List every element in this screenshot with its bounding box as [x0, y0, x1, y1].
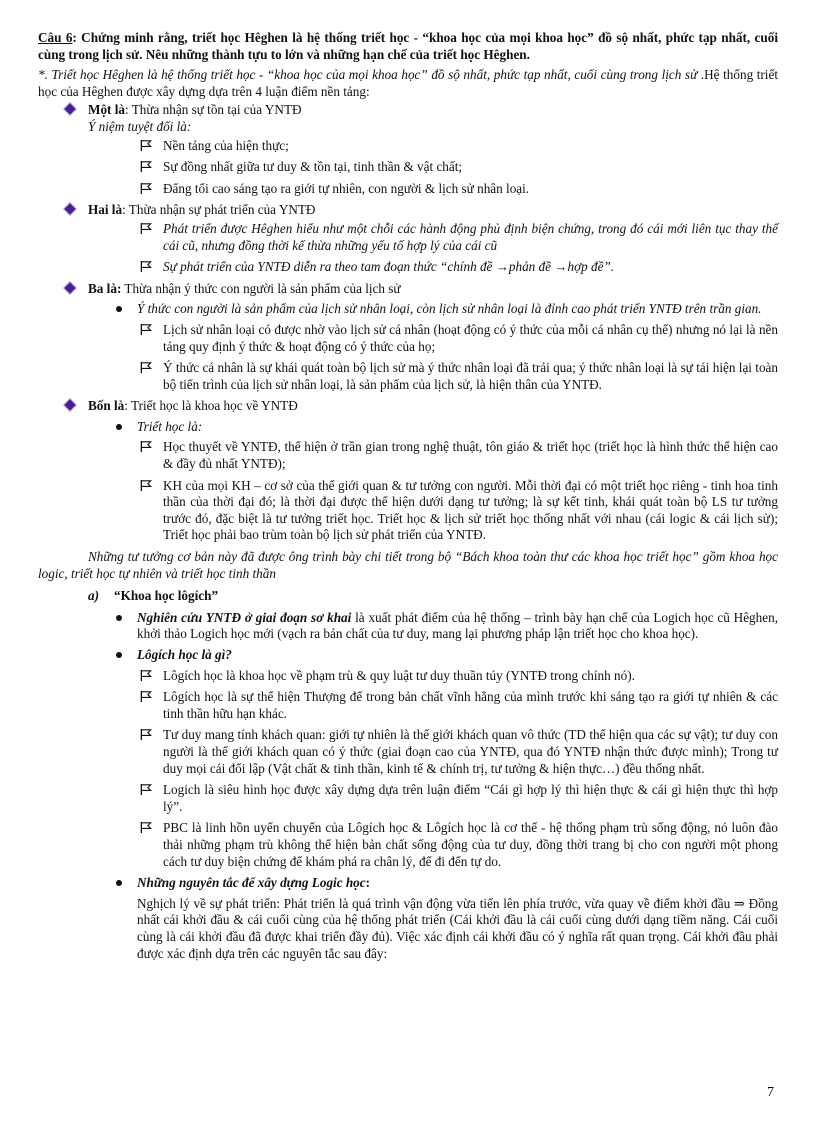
list-item: Nền tảng của hiện thực;: [163, 138, 778, 155]
list-item: Đẩng tối cao sáng tạo ra giới tự nhiên, con người & lịch sử nhân loại.: [163, 181, 778, 198]
section-one-title: Một là: [88, 102, 125, 118]
list-item: Tư duy mang tính khách quan: giới tự nhiên là thế giới khách quan vô thức (TD thể hiện qua các sự vật); tư duy con người là thế giới khách quan có ý thức (giai đoạn cao của YNTĐ, qua đó YNTĐ nhận thức được mình); Trong tư duy mọi cái đối lập (Vật chất & tinh thần, kinh tế & chính trị, tư tưởng & hiện thực…) đều thống nhất.: [163, 727, 778, 777]
question-text: : Chứng minh rằng, triết học Hêghen là hệ thống triết học - “khoa học của mọi khoa học” đồ sộ nhất, phức tạp nhất, cuối cùng trong lịch sử. Nêu những thành tựu to lớn và những hạn chế của triết học Hêghen.: [38, 30, 778, 62]
list-item: Sự phát triển của YNTĐ diễn ra theo tam đoạn thức “chính đề →phản đề →hợp đề”.: [163, 259, 778, 276]
bullet-item: Nghiên cứu YNTĐ ở giai đoạn sơ khai là xuất phát điểm của hệ thống – trình bày hạn chế của Logich học cũ Hêghen, khởi thảo Logich học mới (vạch ra bản chất của tư duy, mang lại phương pháp lận triết học cho khoa học).: [137, 610, 778, 643]
diamond-bullet-icon: [64, 204, 75, 215]
bullet-dot-icon: [116, 615, 122, 621]
list-item: Học thuyết về YNTĐ, thể hiện ở trần gian trong nghệ thuật, tôn giáo & triết học (triết học là hình thức thể hiện cao & đầy đủ nhất YNTĐ);: [163, 439, 778, 472]
section-two-text: : Thừa nhận sự phát triển của YNTĐ: [122, 202, 316, 218]
section-one: [38, 102, 778, 119]
section-four-list: [38, 439, 778, 544]
bullet-item: Lôgích học là gì?: [137, 647, 778, 664]
list-item: PBC là linh hồn uyển chuyển của Lôgích học & Lôgích học là cơ thể - hệ thống phạm trù sống động, nó luôn đào thải những phạm trù không thể hiện bản chất sống động của tư duy, đồng thời trang bị cho con người một phong cách tư duy biện chứng để khám phá ra chân lý, để đi đến tự do.: [163, 820, 778, 870]
bullet-item: Ý thức con người là sản phẩm của lịch sử nhân loại, còn lịch sử nhân loại là đỉnh cao phát triển YNTĐ trên trần gian.: [137, 301, 778, 318]
section-one-sub: Ý niệm tuyệt đối là:: [88, 118, 192, 134]
section-four-bullets: [38, 419, 778, 436]
flag-icon: [139, 479, 153, 492]
list-item: Lịch sử nhân loại có được nhờ vào lịch sử cá nhân (hoạt động có ý thức của mỗi cá nhân cụ thể) nhưng nó lại là nền tảng quy định ý thức & hoạt động có ý thức của họ;: [163, 322, 778, 355]
flag-icon: [139, 222, 153, 235]
question-heading: [38, 30, 778, 63]
principle-paragraph: Nghịch lý về sự phát triển: Phát triển là quá trình vận động vừa tiến lên phía trước, vừa quay về điểm khởi đầu ⇒ Đồng nhất cái khởi đầu & cái cuối cùng của hệ thống phát triển (Cái khởi đầu là cái cuối cùng dưới dạng tiềm năng. Cái cuối cùng là cái khởi đầu đã được khai triển đầy đủ). Việc xác định cái khởi đầu có ý nghĩa rất quan trọng. Cái khởi đầu phải được xác định dựa trên các nguyên tắc sau đây:: [137, 895, 778, 961]
section-three-bullets: [38, 301, 778, 318]
bullet-item: Những nguyên tắc để xây dựng Logic học:: [137, 875, 778, 892]
intro-italic: *. Triết học Hêghen là hệ thống triết học - “khoa học của mọi khoa học” đồ sộ nhất, phức tạp nhất, cuối cùng trong lịch sử: [38, 67, 698, 83]
section-one-list: [38, 138, 778, 198]
flag-icon: [139, 690, 153, 703]
flag-icon: [139, 821, 153, 834]
list-item: Lôgích học là sự thể hiện Thượng đế trong bản chất vĩnh hằng của mình trước khi sáng tạo ra giới tự nhiên & các tinh thần hữu hạn khác.: [163, 689, 778, 722]
part-a-list: [38, 668, 778, 871]
part-a-title: “Khoa học lôgích”: [114, 588, 219, 604]
section-three-list: [38, 322, 778, 393]
flag-icon: [139, 139, 153, 152]
flag-icon: [139, 160, 153, 173]
intro-paragraph: [38, 67, 778, 100]
list-item: KH của mọi KH – cơ sở của thế giới quan & tư tưởng con người. Mỗi thời đại có một triết học riêng - tinh hoa tinh thần của thời đại đó; là thời đại được thể hiện dưới dạng tư tưởng; là sự kết tinh, khái quát toàn bộ LS tư tưởng trước đó, đặc biệt là tư tưởng triết học. Triết học & lịch sử triết học thống nhất với nhau (cái logic & cái lịch sử); Triết học phải bao trùm toàn bộ lịch sử phát triển của YNTĐ.: [163, 478, 778, 544]
part-a-bullets: [38, 610, 778, 664]
section-three-text: Thừa nhận ý thức con người là sản phẩm của lịch sử: [121, 280, 401, 296]
flag-icon: [139, 783, 153, 796]
part-a-label: a): [88, 588, 99, 604]
flag-icon: [139, 260, 153, 273]
section-three: [38, 281, 778, 298]
section-four-text: : Triết học là khoa học về YNTĐ: [124, 398, 298, 414]
section-three-title: Ba là:: [88, 280, 122, 296]
section-two-title: Hai là: [88, 202, 123, 218]
summary-paragraph: Những tư tưởng cơ bản này đã được ông trình bày chi tiết trong bộ “Bách khoa toàn thư các khoa học triết học” gồm khoa học logic, triết học tự nhiên và triết học tinh thần: [38, 549, 778, 581]
diamond-bullet-icon: [64, 282, 75, 293]
question-label: Câu 6: [38, 30, 73, 45]
flag-icon: [139, 440, 153, 453]
list-item: Phát triển được Hêghen hiểu như một chỗi các hành động phủ định biện chứng, trong đó cái mới liên tục thay thế cái cũ, nhưng đồng thời kế thừa những yếu tố hợp lý của cái cũ: [163, 221, 778, 254]
list-item: Ý thức cá nhân là sự khái quát toàn bộ lịch sử mà ý thức nhân loại đã trải qua; ý thức nhân loại là sự tái hiện lại toàn bộ tiến trình của lịch sử nhân loại, là sản phẩm của lịch sử, là hiện thân của YNTĐ.: [163, 360, 778, 393]
bullet-dot-icon: [116, 880, 122, 886]
flag-icon: [139, 728, 153, 741]
bullet-dot-icon: [116, 424, 122, 430]
section-four: [38, 398, 778, 415]
page-number: 7: [767, 1085, 774, 1100]
part-a-principles-bullet: [38, 875, 778, 892]
diamond-bullet-icon: [64, 400, 75, 411]
flag-icon: [139, 361, 153, 374]
intro-plain: .Hệ thống triết học của Hêghen được xây dựng dựa trên 4 luận điểm nền tảng:: [38, 67, 778, 99]
list-item: Lôgích học là khoa học về phạm trù & quy luật tư duy thuần túy (YNTĐ trong chính nó).: [163, 668, 778, 685]
section-two: [38, 202, 778, 219]
flag-icon: [139, 323, 153, 336]
bullet-dot-icon: [116, 652, 122, 658]
list-item: Sự đồng nhất giữa tư duy & tồn tại, tinh thần & vật chất;: [163, 159, 778, 176]
document-page: [38, 0, 778, 962]
bullet-dot-icon: [116, 306, 122, 312]
part-a-heading: [38, 588, 778, 605]
list-item: Logich là siêu hình học được xây dựng dựa trên luận điểm “Cái gì hợp lý thì hiện thực & cái gì hiện thực thì hợp lý”.: [163, 782, 778, 815]
section-two-list: [38, 221, 778, 276]
flag-icon: [139, 182, 153, 195]
flag-icon: [139, 669, 153, 682]
section-four-title: Bốn là: [88, 398, 125, 414]
section-one-text: : Thừa nhận sự tồn tại của YNTĐ: [125, 102, 302, 118]
bullet-item: Triết học là:: [137, 419, 778, 436]
diamond-bullet-icon: [64, 104, 75, 115]
